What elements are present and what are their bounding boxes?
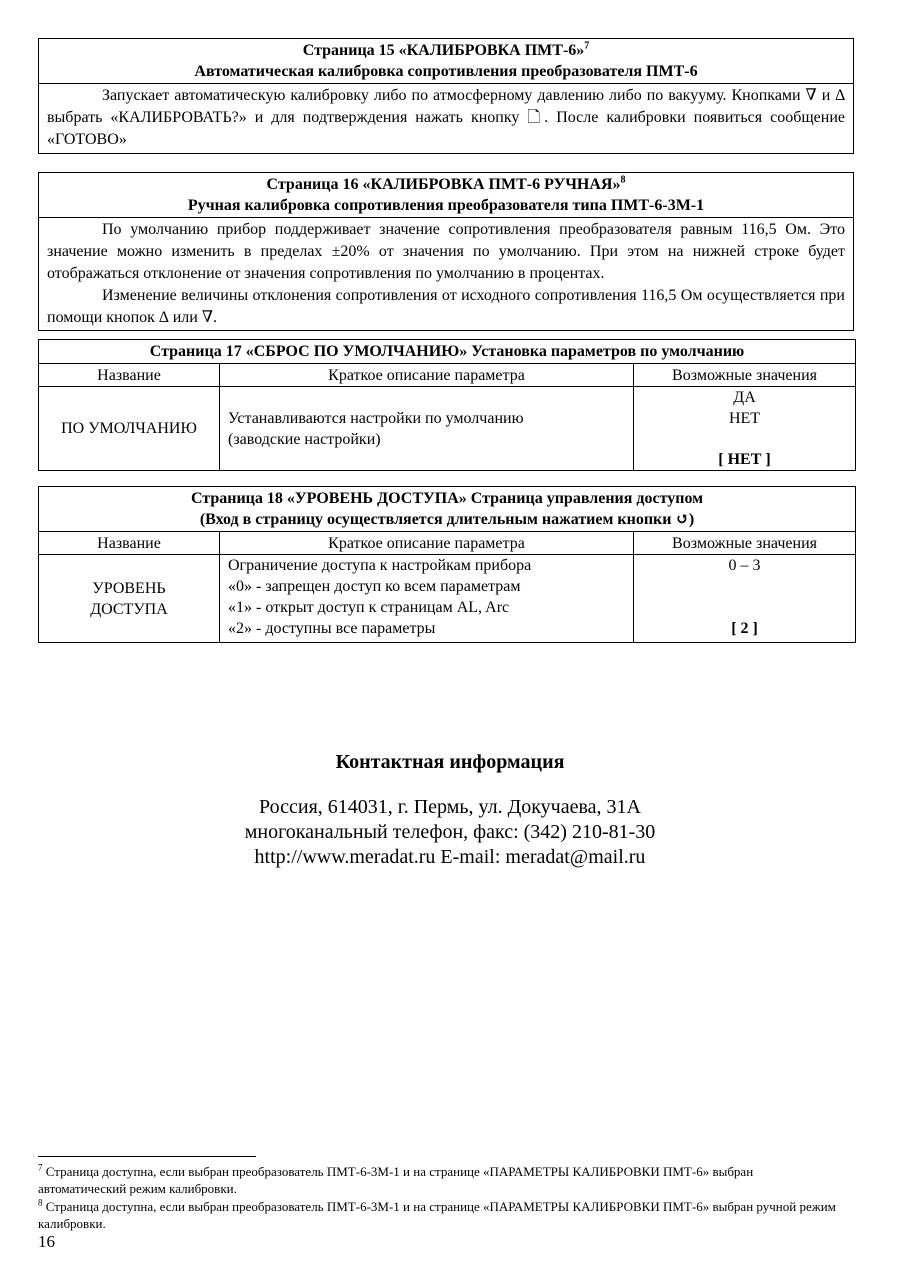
default-value: [ 2 ] [731, 620, 758, 637]
column-header-name: Название [39, 532, 220, 555]
section-16-paragraph-1: По умолчанию прибор поддерживает значение сопротивления преобразователя равным 116,5 Ом. Это значение можно изменить в пределах ±20% от значения по умолчанию. При этом на нижней строке будет отображаться отклонение от значения сопротивления по умолчанию в процентах. [47, 221, 845, 282]
contact-address: Россия, 614031, г. Пермь, ул. Докучаева, 31А [258, 796, 641, 818]
column-header-values: Возможные значения [634, 532, 856, 555]
column-header-values: Возможные значения [634, 364, 856, 387]
value-option: НЕТ [728, 410, 761, 427]
section-15-box [38, 38, 854, 154]
table-row [39, 387, 856, 471]
parameter-values [634, 555, 856, 643]
description-line: (заводские настройки) [228, 430, 381, 448]
footnote-number: 7 [38, 1162, 43, 1173]
parameter-name-line: ДОСТУПА [90, 600, 168, 618]
parameter-name [39, 555, 220, 643]
section-16-body [39, 217, 853, 330]
section-18-caption-line-1: Страница 18 «УРОВЕНЬ ДОСТУПА» Страница управления доступом [190, 490, 704, 507]
table-row [39, 555, 856, 643]
footnote-number: 8 [38, 1197, 43, 1208]
page-number: 16 [38, 1232, 55, 1251]
value-range: 0 – 3 [728, 557, 761, 574]
parameter-values [634, 387, 856, 471]
section-15-title: Страница 15 «КАЛИБРОВКА ПМТ-6» [302, 42, 585, 59]
description-line: Устанавливаются настройки по умолчанию [228, 409, 524, 427]
footnote-8 [38, 1198, 838, 1232]
section-16-title: Страница 16 «КАЛИБРОВКА ПМТ-6 РУЧНАЯ» [266, 176, 621, 193]
column-header-name: Название [39, 364, 220, 387]
footnote-7 [38, 1163, 838, 1197]
footnote-ref-8[interactable]: 8 [620, 174, 626, 186]
section-18-table [38, 486, 856, 643]
footnote-text: Страница доступна, если выбран преобразователь ПМТ-6-3М-1 и на странице «ПАРАМЕТРЫ КАЛИБРОВКИ ПМТ-6» выбран автоматический режим калибровки. [38, 1164, 754, 1196]
footnote-divider [38, 1156, 256, 1157]
section-16-box [38, 172, 854, 331]
description-line: «0» - запрещен доступ ко всем параметрам [228, 578, 521, 595]
column-header-description: Краткое описание параметра [220, 364, 634, 387]
section-18-caption-line-2: (Вход в страницу осуществляется длительным нажатием кнопки ↺) [199, 511, 695, 528]
column-header-description: Краткое описание параметра [220, 532, 634, 555]
section-16-header [39, 173, 853, 217]
contact-web[interactable]: http://www.meradat.ru E-mail: meradat@mail.ru [254, 846, 646, 868]
section-15-text: Запускает автоматическую калибровку либо по атмосферному давлению либо по вакууму. Кнопками ∇ и ∆ выбрать «КАЛИБРОВАТЬ?» и для подтверждения нажать кнопку 🗋. После калибровки появиться сообщение «ГОТОВО» [47, 87, 845, 148]
parameter-name-line: УРОВЕНЬ [92, 579, 166, 597]
section-15-body [39, 83, 853, 153]
section-15-header [39, 39, 853, 83]
contact-phone: многоканальный телефон, факс: (342) 210-81-30 [244, 821, 656, 843]
description-line: «2» - доступны все параметры [228, 620, 436, 637]
description-line: «1» - открыт доступ к страницам AL, Arc [228, 599, 510, 616]
section-15-subtitle: Автоматическая калибровка сопротивления преобразователя ПМТ-6 [194, 63, 698, 80]
description-line: Ограничение доступа к настройкам прибора [228, 557, 532, 574]
footnote-ref-7[interactable]: 7 [584, 40, 590, 52]
section-16-subtitle: Ручная калибровка сопротивления преобразователя типа ПМТ-6-3М-1 [187, 197, 705, 214]
parameter-description [220, 555, 634, 643]
section-18-caption [39, 487, 856, 532]
section-17-caption: Страница 17 «СБРОС ПО УМОЛЧАНИЮ» Установка параметров по умолчанию [39, 340, 856, 364]
parameter-description [220, 387, 634, 471]
value-option: ДА [733, 389, 756, 406]
contact-title: Контактная информация [335, 751, 565, 773]
parameter-name: ПО УМОЛЧАНИЮ [39, 387, 220, 471]
section-16-paragraph-2: Изменение величины отклонения сопротивления от исходного сопротивления 116,5 Ом осуществляется при помощи кнопок ∆ или ∇. [47, 287, 845, 326]
default-value: [ НЕТ ] [718, 451, 771, 468]
footnote-text: Страница доступна, если выбран преобразователь ПМТ-6-3М-1 и на странице «ПАРАМЕТРЫ КАЛИБРОВКИ ПМТ-6» выбран ручной режим калибровки. [38, 1199, 836, 1231]
section-17-table [38, 339, 856, 471]
